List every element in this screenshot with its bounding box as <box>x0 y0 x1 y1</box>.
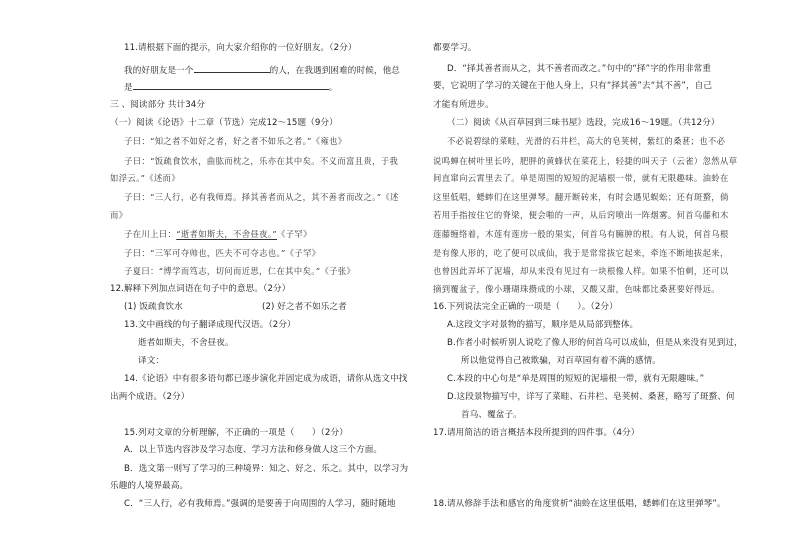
question-15-option-c: C．“三人行，必有我师焉。”强调的是要善于向周围的人学习，随时随地 <box>124 499 396 509</box>
lunyu-zizaichuan: 子在川上曰：“逝者如斯夫，不舍昼夜。”《子罕》 <box>124 229 312 239</box>
question-13-title: 13.文中画线的句子翻译成现代汉语。（2分） <box>124 320 296 330</box>
passage-line: 也曾因此弄坏了泥墙，却从来没有见过有一块根像人样。如果不怕刺，还可以 <box>433 266 729 276</box>
question-14-line-2: 出两个成语。（2分） <box>110 392 190 402</box>
lunyu-line: 子夏曰：“博学而笃志，切问而近思，仁在其中矣。”《子张》 <box>124 266 356 276</box>
lunyu-line: 子曰：“知之者不如好之者，好之者不如乐之者。”《雍也》 <box>124 136 347 146</box>
passage-line: 不必说碧绿的菜畦，光滑的石井栏，高大的皂荚树，紫红的桑葚；也不必 <box>447 136 726 146</box>
lunyu-line: 子曰：“三军可夺帅也，匹夫不可夺志也。”《子罕》 <box>124 248 321 258</box>
passage-line: 这里低唱，蟋蟀们在这里弹琴。翻开断砖来，有时会遇见蜈蚣；还有斑蝥，倘 <box>433 192 729 202</box>
passage-line: 间直窜向云霄里去了。单是周围的短短的泥墙根一带，就有无限趣味。油蛉在 <box>433 173 729 183</box>
question-15-option-c-cont: 都要学习。 <box>433 43 477 53</box>
passage-line: 说鸣蝉在树叶里长吟，肥胖的黄蜂伏在菜花上，轻捷的叫天子（云雀）忽然从草 <box>433 156 738 166</box>
question-11-title: 11.请根据下面的提示，向大家介绍你的一位好朋友。（2分） <box>124 43 357 53</box>
lunyu-line: 而》 <box>110 210 128 220</box>
lunyu-line: 子曰：“三人行，必有我师焉。择其善者而从之，其不善者而改之。”《述 <box>124 192 399 202</box>
question-14-line-1: 14.《论语》中有很多语句都已逐步演化并固定成为成语，请你从选文中找 <box>124 374 408 384</box>
question-16-option-b: B.作者小时候听别人说吃了像人形的何首乌可以成仙，但是从来没有见到过， <box>447 338 743 348</box>
answer-blank-2[interactable] <box>133 80 329 90</box>
question-13-sentence: 逝者如斯夫，不舍昼夜。 <box>138 338 234 348</box>
question-16-option-b-cont: 所以他觉得自己被欺骗，对百草园有着不满的感情。 <box>461 356 661 366</box>
question-13-translation-label: 译文： <box>138 356 165 366</box>
question-11-line-1: 我的好朋友是一个 的人，在我遇到困难的时候，他总 <box>124 63 400 77</box>
passage-line: 莲藤缠络着，木莲有莲房一般的果实，何首乌有臃肿的根。有人说，何首乌根 <box>433 229 729 239</box>
part-2-title: （二）阅读《从百草园到三味书屋》选段，完成16～19题。（共12分） <box>447 118 720 128</box>
question-11-line-2: 是 。 <box>124 80 337 94</box>
question-15-option-a: A．以上节选内容涉及学习态度、学习方法和修身做人这三个方面。 <box>124 445 383 455</box>
passage-line: 是有像人形的，吃了便可以成仙，我于是常常拔它起来，牵连不断地拔起来， <box>433 248 729 258</box>
lunyu-line: 如浮云。”《述而》 <box>110 173 181 183</box>
question-12-item-2: (2) 好之者不如乐之者 <box>262 302 347 312</box>
question-16-option-d: D.这段景物描写中，详写了菜畦、石井栏、皂荚树、桑葚，略写了斑蝥、何 <box>447 392 735 402</box>
question-15-option-b: B．选文第一则写了学习的三种境界：知之、好之、乐之。其中，以学习为 <box>124 464 409 474</box>
lunyu-line: 子曰：“饭疏食饮水，曲肱而枕之，乐亦在其中矣。不义而富且贵，于我 <box>124 156 399 166</box>
question-16-option-a: A.这段文字对景物的描写，顺序是从局部到整体。 <box>447 320 639 330</box>
question-15-option-d-cont: 要，它说明了学习的关键在于他人身上，只有“择其善”去“其不善”，自己 <box>433 81 713 91</box>
question-16-title: 16.下列说法完全正确的一项是（ ）。（2分） <box>433 302 618 312</box>
part-1-title: （一）阅读《论语》十二章（节选）完成12～15题（9分） <box>110 118 338 128</box>
question-15-title: 15.列对文章的分析理解，不正确的一项是（ ）（2分） <box>124 428 348 438</box>
question-15-option-b-cont: 乐趣的人境界最高。 <box>110 481 189 491</box>
passage-line: 摘到覆盆子，像小珊瑚珠攒成的小球，又酸又甜，色味都比桑葚要好得远。 <box>433 284 720 294</box>
question-15-option-d: D．“择其善者而从之，其不善者而改之。”句中的“择”字的作用非常重 <box>447 64 712 74</box>
question-12-item-1: (1) 饭疏食饮水 <box>124 302 183 312</box>
question-17: 17.请用简洁的语言概括本段所提到的四件事。（4分） <box>433 428 640 438</box>
question-16-option-d-cont: 首乌、覆盆子。 <box>461 410 522 420</box>
answer-blank-1[interactable] <box>194 63 270 73</box>
question-18: 18.请从修辞手法和感官的角度赏析“油蛉在这里低唱，蟋蟀们在这里弹琴”。 <box>433 499 726 509</box>
section-3-heading: 三 、阅读部分 共计34分 <box>110 100 206 110</box>
passage-line: 若用手指按住它的脊梁，便会啪的一声，从后窍喷出一阵烟雾。何首乌藤和木 <box>433 210 729 220</box>
underlined-sentence: “逝者如斯夫，不舍昼夜。” <box>176 229 277 239</box>
question-12-title: 12.解释下列加点词语在句子中的意思。（2分） <box>110 284 291 294</box>
question-16-option-c: C.本段的中心句是“单是周围的短短的泥墙根一带，就有无限趣味。” <box>447 374 705 384</box>
question-15-option-d-cont: 才能有所进步。 <box>433 100 494 110</box>
